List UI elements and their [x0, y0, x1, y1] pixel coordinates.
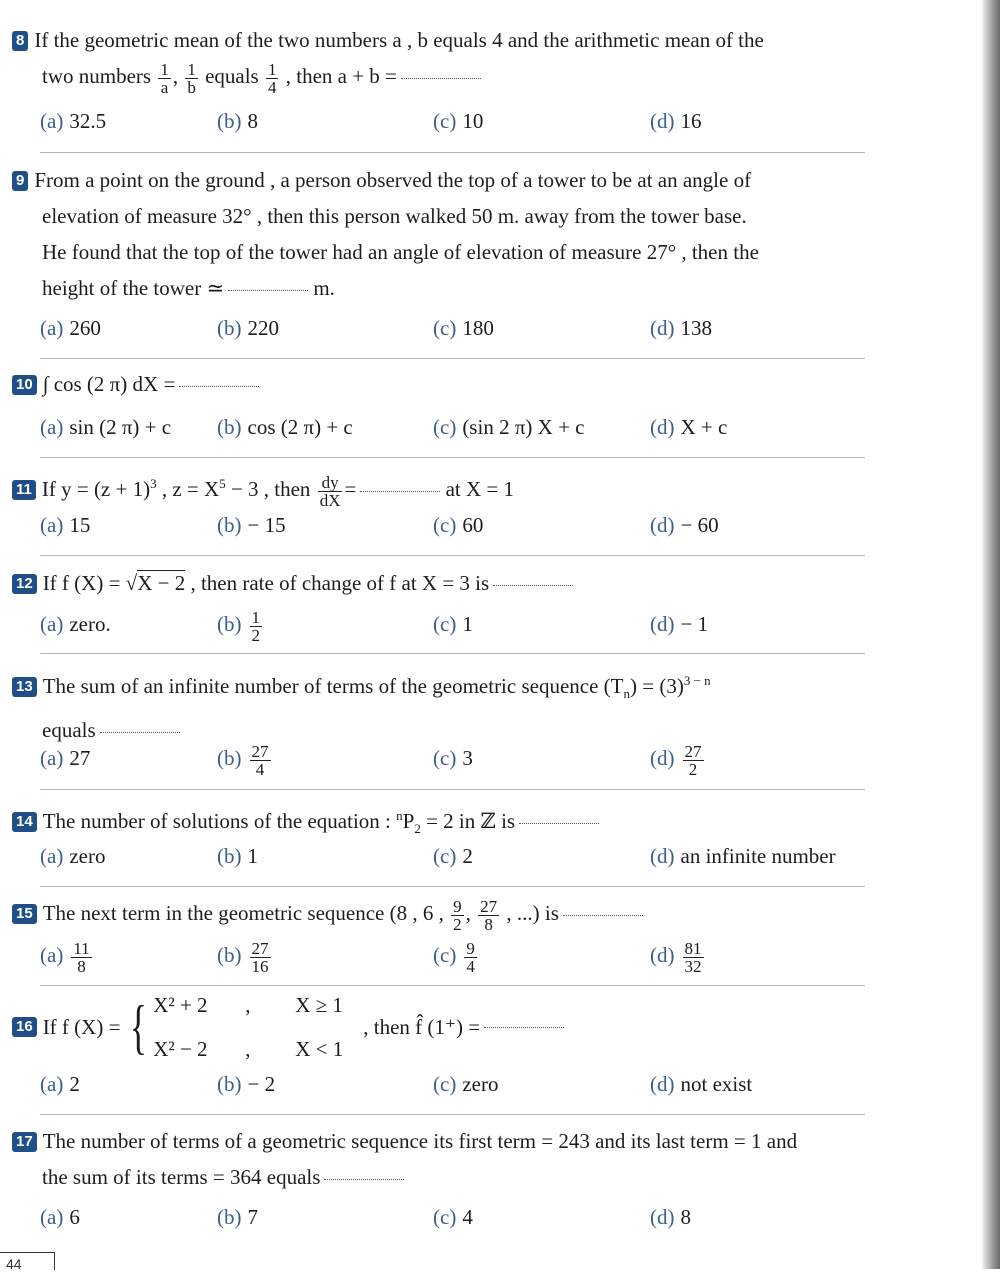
question-text: If f (X) = — [42, 1015, 121, 1039]
option-d[interactable]: (d) − 1 — [650, 612, 709, 636]
question-number-badge: 17 — [12, 1132, 37, 1152]
question-number-badge: 13 — [12, 677, 37, 697]
option-a[interactable]: (a) sin (2 π) + c — [40, 415, 172, 439]
option-b[interactable]: (b) − 15 — [217, 513, 286, 537]
option-c[interactable]: (c) 60 — [433, 513, 484, 537]
question-number-badge: 9 — [12, 171, 28, 191]
option-b[interactable]: (b) 8 — [217, 109, 258, 133]
question-text: ∫ cos (2 π) dX = — [42, 372, 176, 396]
question-text: If y = (z + 1) — [41, 477, 151, 501]
question-number-badge: 14 — [12, 812, 37, 832]
option-d[interactable]: (d) 8 — [650, 1205, 691, 1229]
brace: { — [130, 994, 148, 1060]
options-11 — [40, 507, 860, 543]
question-13: 13 The sum of an infinite number of terms of the geometric sequence $(T_n) = (3)^{3 - n}$ equals — [12, 663, 872, 748]
answer-blank — [484, 1026, 564, 1028]
options-13 — [40, 740, 860, 779]
option-b[interactable]: (b) 7 — [217, 1205, 258, 1229]
separator — [40, 789, 865, 790]
answer-blank — [493, 584, 573, 586]
question-text: height of the tower ≃ — [42, 276, 225, 300]
option-a[interactable]: (a) 15 — [40, 513, 91, 537]
page-edge-shadow — [982, 0, 1000, 1269]
option-d[interactable]: (d) 138 — [650, 316, 712, 340]
option-a[interactable]: (a) zero — [40, 844, 106, 868]
question-text: If the geometric mean of the two numbers a , b equals 4 and the arithmetic mean of the — [34, 28, 764, 52]
question-16: 16 If f (X) = { X² + 2 , X ≥ 1 X² − 2 , X < 1 , then f̂ (1⁺) = — [12, 985, 872, 1069]
option-c[interactable]: (c) 4 — [433, 1205, 473, 1229]
option-a[interactable]: (a) 27 — [40, 746, 91, 770]
option-d[interactable]: (d) an infinite number — [650, 844, 836, 868]
option-c[interactable]: (c) 180 — [433, 316, 494, 340]
question-17 — [12, 1123, 872, 1195]
separator — [40, 152, 865, 153]
question-text: the sum of its terms = 364 equals — [42, 1165, 321, 1189]
page-number: 44 — [0, 1252, 55, 1270]
question-10 — [12, 366, 872, 402]
options-17 — [40, 1199, 860, 1235]
options-9 — [40, 310, 860, 346]
fraction: $\frac{dy}{dX}$ — [319, 472, 341, 510]
question-text: He found that the top of the tower had an angle of elevation of measure 27° , then the — [42, 240, 759, 264]
answer-blank — [519, 822, 599, 824]
option-a[interactable]: (a) 2 — [40, 1072, 80, 1096]
option-d[interactable]: (d) 16 — [650, 109, 702, 133]
option-b[interactable]: (b) 1 — [217, 844, 258, 868]
option-c[interactable]: (c) 3 — [433, 746, 473, 770]
question-8: 8 If the geometric mean of the two numbers a , b equals 4 and the arithmetic mean of the two numbers $\frac{1}{a}$ , $\frac{1}{b}$ equals $\frac{1}{4}$ , then a + b = — [12, 22, 872, 96]
separator — [40, 358, 865, 359]
question-number-badge: 12 — [12, 574, 37, 594]
option-b[interactable]: (b) cos (2 π) + c — [217, 415, 353, 439]
option-c[interactable]: (c) (sin 2 π) X + c — [433, 415, 585, 439]
option-d[interactable]: (d) $\frac{27}{2}$ — [650, 741, 702, 779]
option-d[interactable]: (d) $\frac{81}{32}$ — [650, 938, 702, 976]
question-15: 15 The next term in the geometric sequence (8 , 6 , $\frac{9}{2}$ , $\frac{27}{8}$ , ...) is — [12, 895, 872, 933]
option-c[interactable]: (c) 1 — [433, 612, 473, 636]
question-text: The sum of an infinite number of terms of the geometric sequence (T — [42, 674, 624, 698]
answer-blank — [563, 914, 643, 916]
option-a[interactable]: (a) 32.5 — [40, 109, 107, 133]
question-text: The number of solutions of the equation : — [42, 809, 391, 833]
option-b[interactable]: (b) − 2 — [217, 1072, 276, 1096]
option-c[interactable]: (c) $\frac{9}{4}$ — [433, 938, 475, 976]
option-c[interactable]: (c) 10 — [433, 109, 484, 133]
answer-blank — [228, 289, 308, 291]
question-text: two numbers — [42, 64, 152, 88]
option-c[interactable]: (c) zero — [433, 1072, 499, 1096]
answer-blank — [100, 731, 180, 733]
question-text: If f (X) = √ — [42, 571, 138, 595]
question-text: The next term in the geometric sequence (8 , 6 , — [42, 901, 444, 925]
option-d[interactable]: (d) not exist — [650, 1072, 753, 1096]
answer-blank — [324, 1178, 404, 1180]
option-a[interactable]: (a) zero. — [40, 612, 111, 636]
separator — [40, 886, 865, 887]
options-15 — [40, 937, 860, 976]
question-text: elevation of measure 32° , then this person walked 50 m. away from the tower base. — [42, 204, 747, 228]
question-11: 11 If $y = (z + 1)^3$ , $z = X^5 - 3$ , then $\frac{dy}{dX}$ = at X = 1 — [12, 466, 872, 509]
option-b[interactable]: (b) $\frac{27}{16}$ — [217, 938, 269, 976]
fraction: $\frac{9}{2}$ — [453, 896, 462, 934]
question-text: equals — [42, 718, 96, 743]
option-a[interactable]: (a) 260 — [40, 316, 101, 340]
options-16 — [40, 1066, 860, 1102]
question-14: 14 The number of solutions of the equation : $^nP_2 = 2$ in ℤ is — [12, 798, 872, 847]
separator — [40, 555, 865, 556]
separator — [40, 1114, 865, 1115]
piecewise-cases: X² + 2 , X ≥ 1 X² − 2 , X < 1 — [153, 993, 344, 1061]
separator — [40, 653, 865, 654]
option-b[interactable]: (b) 220 — [217, 316, 279, 340]
question-number-badge: 11 — [12, 480, 36, 500]
question-number-badge: 15 — [12, 904, 37, 924]
fraction: $\frac{1}{b}$ — [187, 59, 196, 97]
question-text: From a point on the ground , a person observed the top of a tower to be at an angle of — [34, 168, 752, 192]
options-12 — [40, 606, 860, 645]
option-c[interactable]: (c) 2 — [433, 844, 473, 868]
fraction: $\frac{1}{4}$ — [267, 59, 277, 97]
answer-blank — [401, 77, 481, 79]
answer-blank — [360, 490, 440, 492]
question-text: The number of terms of a geometric sequence its first term = 243 and its last term = 1 and — [42, 1129, 798, 1153]
options-8 — [40, 103, 860, 139]
option-b[interactable]: (b) $\frac{27}{4}$ — [217, 741, 269, 779]
option-d[interactable]: (d) − 60 — [650, 513, 719, 537]
question-9: 9 From a point on the ground , a person observed the top of a tower to be at an angle of elevation of measure 32° , then this person walked 50 m. away from the tower base. He found that the top of the tower had an angle of elevation of measure 27° , then the height of the tower ≃ m. — [12, 162, 872, 306]
question-number-badge: 10 — [12, 375, 37, 395]
question-number-badge: 8 — [12, 31, 28, 51]
fraction: $\frac{27}{8}$ — [480, 896, 498, 934]
fraction: $\frac{1}{a}$ — [160, 59, 169, 97]
answer-blank — [179, 385, 259, 387]
option-a[interactable]: (a) $\frac{11}{8}$ — [40, 938, 90, 976]
option-d[interactable]: (d) X + c — [650, 415, 728, 439]
option-b[interactable]: (b) $\frac{1}{2}$ — [217, 607, 260, 645]
question-number-badge: 16 — [12, 1017, 37, 1037]
options-14 — [40, 838, 860, 874]
separator — [40, 457, 865, 458]
question-12: 12 If f (X) = √X − 2 , then rate of change of f at X = 3 is — [12, 565, 872, 601]
option-a[interactable]: (a) 6 — [40, 1205, 80, 1229]
options-10 — [40, 409, 860, 445]
